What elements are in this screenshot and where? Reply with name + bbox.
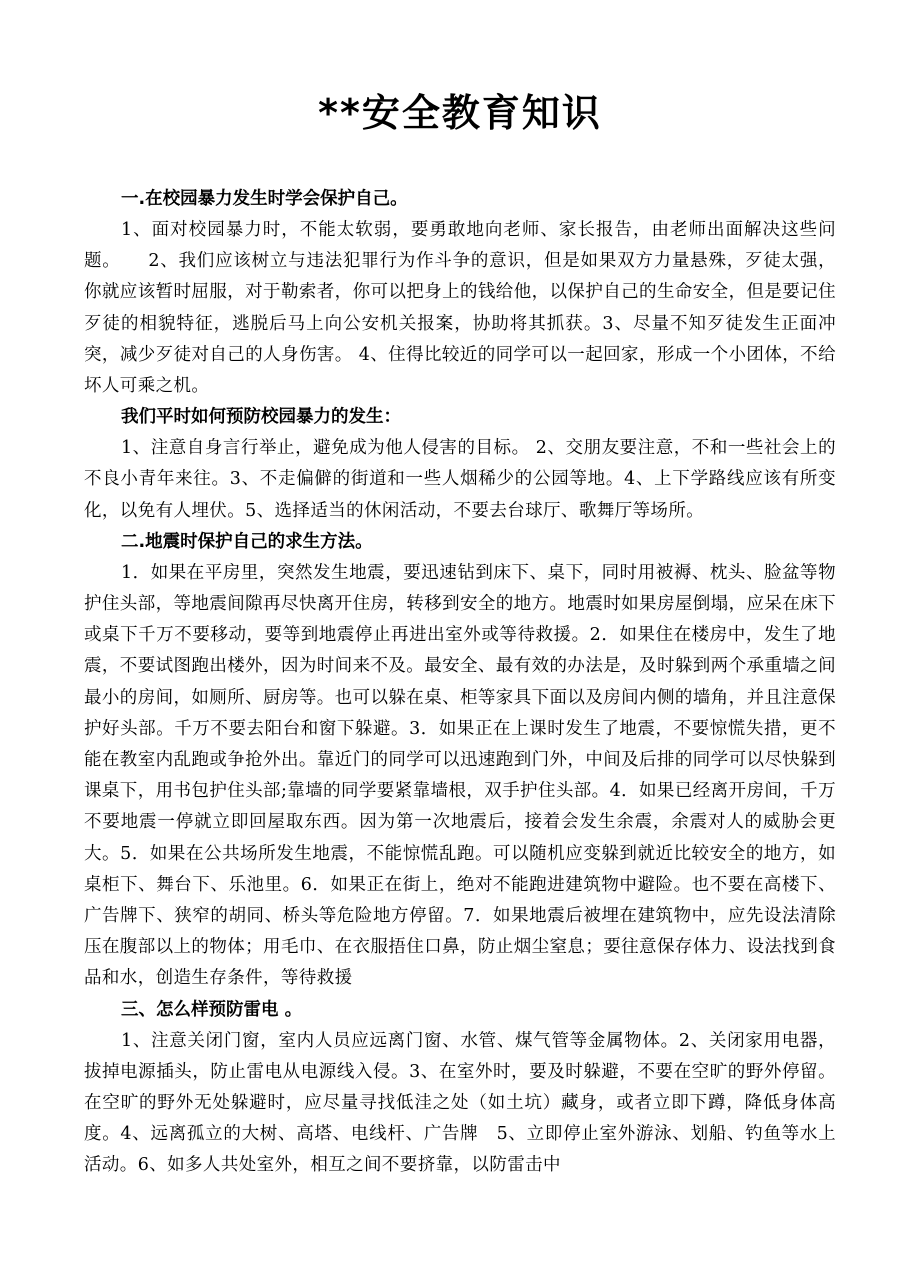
section-body: 1．如果在平房里，突然发生地震，要迅速钻到床下、桌下，同时用被褥、枕头、脸盆等物护住头部，等地震间隙再尽快离开住房，转移到安全的地方。地震时如果房屋倒塌，应呆在床下或桌下千万不要移动，要等到地震停止再进出室外或等待救援。2．如果住在楼房中，发生了地震，不要试图跑出楼外，因为时间来不及。最安全、最有效的办法是，及时躲到两个承重墙之间最小的房间，如厕所、厨房等。也可以躲在桌、柜等家具下面以及房间内侧的墙角，并且注意保护好头部。千万不要去阳台和窗下躲避。3．如果正在上课时发生了地震，不要惊慌失措，更不能在教室内乱跑或争抢外出。靠近门的同学可以迅速跑到门外，中间及后排的同学可以尽快躲到课桌下，用书包护住头部;靠墙的同学要紧靠墙根，双手护住头部。4．如果已经离开房间，千万不要地震一停就立即回屋取东西。因为第一次地震后，接着会发生余震，余震对人的威胁会更大。5．如果在公共场所发生地震，不能惊慌乱跑。可以随机应变躲到就近比较安全的地方，如桌柜下、舞台下、乐池里。6．如果正在街上，绝对不能跑进建筑物中避险。也不要在高楼下、广告牌下、狭窄的胡同、桥头等危险地方停留。7．如果地震后被埋在建筑物中，应先设法清除压在腹部以上的物体；用毛巾、在衣服捂住口鼻，防止烟尘窒息；要往意保存体力、设法找到食品和水，创造生存条件，等待救援 — [84, 562, 836, 989]
section-prevent-violence — [84, 402, 836, 527]
section-campus-violence — [84, 184, 836, 402]
section-body: 1、面对校园暴力时，不能太软弱，要勇敢地向老师、家长报告，由老师出面解决这些问题。 2、我们应该树立与违法犯罪行为作斗争的意识，但是如果双方力量悬殊，歹徒太强，你就应该暂时屈服，对于勒索者，你可以把身上的钱给他，以保护自己的生命安全，但是要记住歹徒的相貌特征，逃脱后马上向公安机关报案，协助将其抓获。3、尽量不知歹徒发生正面冲突，减少歹徒对自己的人身伤害。 4、住得比较近的同学可以一起回家，形成一个小团体，不给坏人可乘之机。 — [84, 220, 836, 397]
section-heading: 三、怎么样预防雷电 。 — [121, 999, 303, 1020]
page-title: **安全教育知识 — [318, 91, 602, 135]
section-body: 1、注意关闭门窗，室内人员应远离门窗、水管、煤气管等金属物体。2、关闭家用电器，拔掉电源插头，防止雷电从电源线入侵。3、在室外时，要及时躲避，不要在空旷的野外停留。在空旷的野外无处躲避时，应尽量寻找低洼之处（如土坑）藏身，或者立即下蹲，降低身体高度。4、远离孤立的大树、高塔、电线杆、广告牌 5、立即停止室外游泳、划船、钓鱼等水上活动。6、如多人共处室外，相互之间不要挤靠，以防雷击中 — [84, 1030, 836, 1176]
section-earthquake — [84, 527, 836, 995]
section-lightning — [84, 995, 836, 1182]
section-body: 1、注意自身言行举止，避免成为他人侵害的目标。 2、交朋友要注意，不和一些社会上的不良小青年来往。3、不走偏僻的街道和一些人烟稀少的公园等地。4、上下学路线应该有所变化，以免有人埋伏。5、选择适当的休闲活动，不要去台球厅、歌舞厅等场所。 — [84, 438, 836, 521]
section-heading: 我们平时如何预防校园暴力的发生： — [121, 407, 401, 428]
section-heading: 二.地震时保护自己的求生方法。 — [121, 531, 373, 552]
section-heading: 一.在校园暴力发生时学会保护自己。 — [121, 189, 408, 209]
